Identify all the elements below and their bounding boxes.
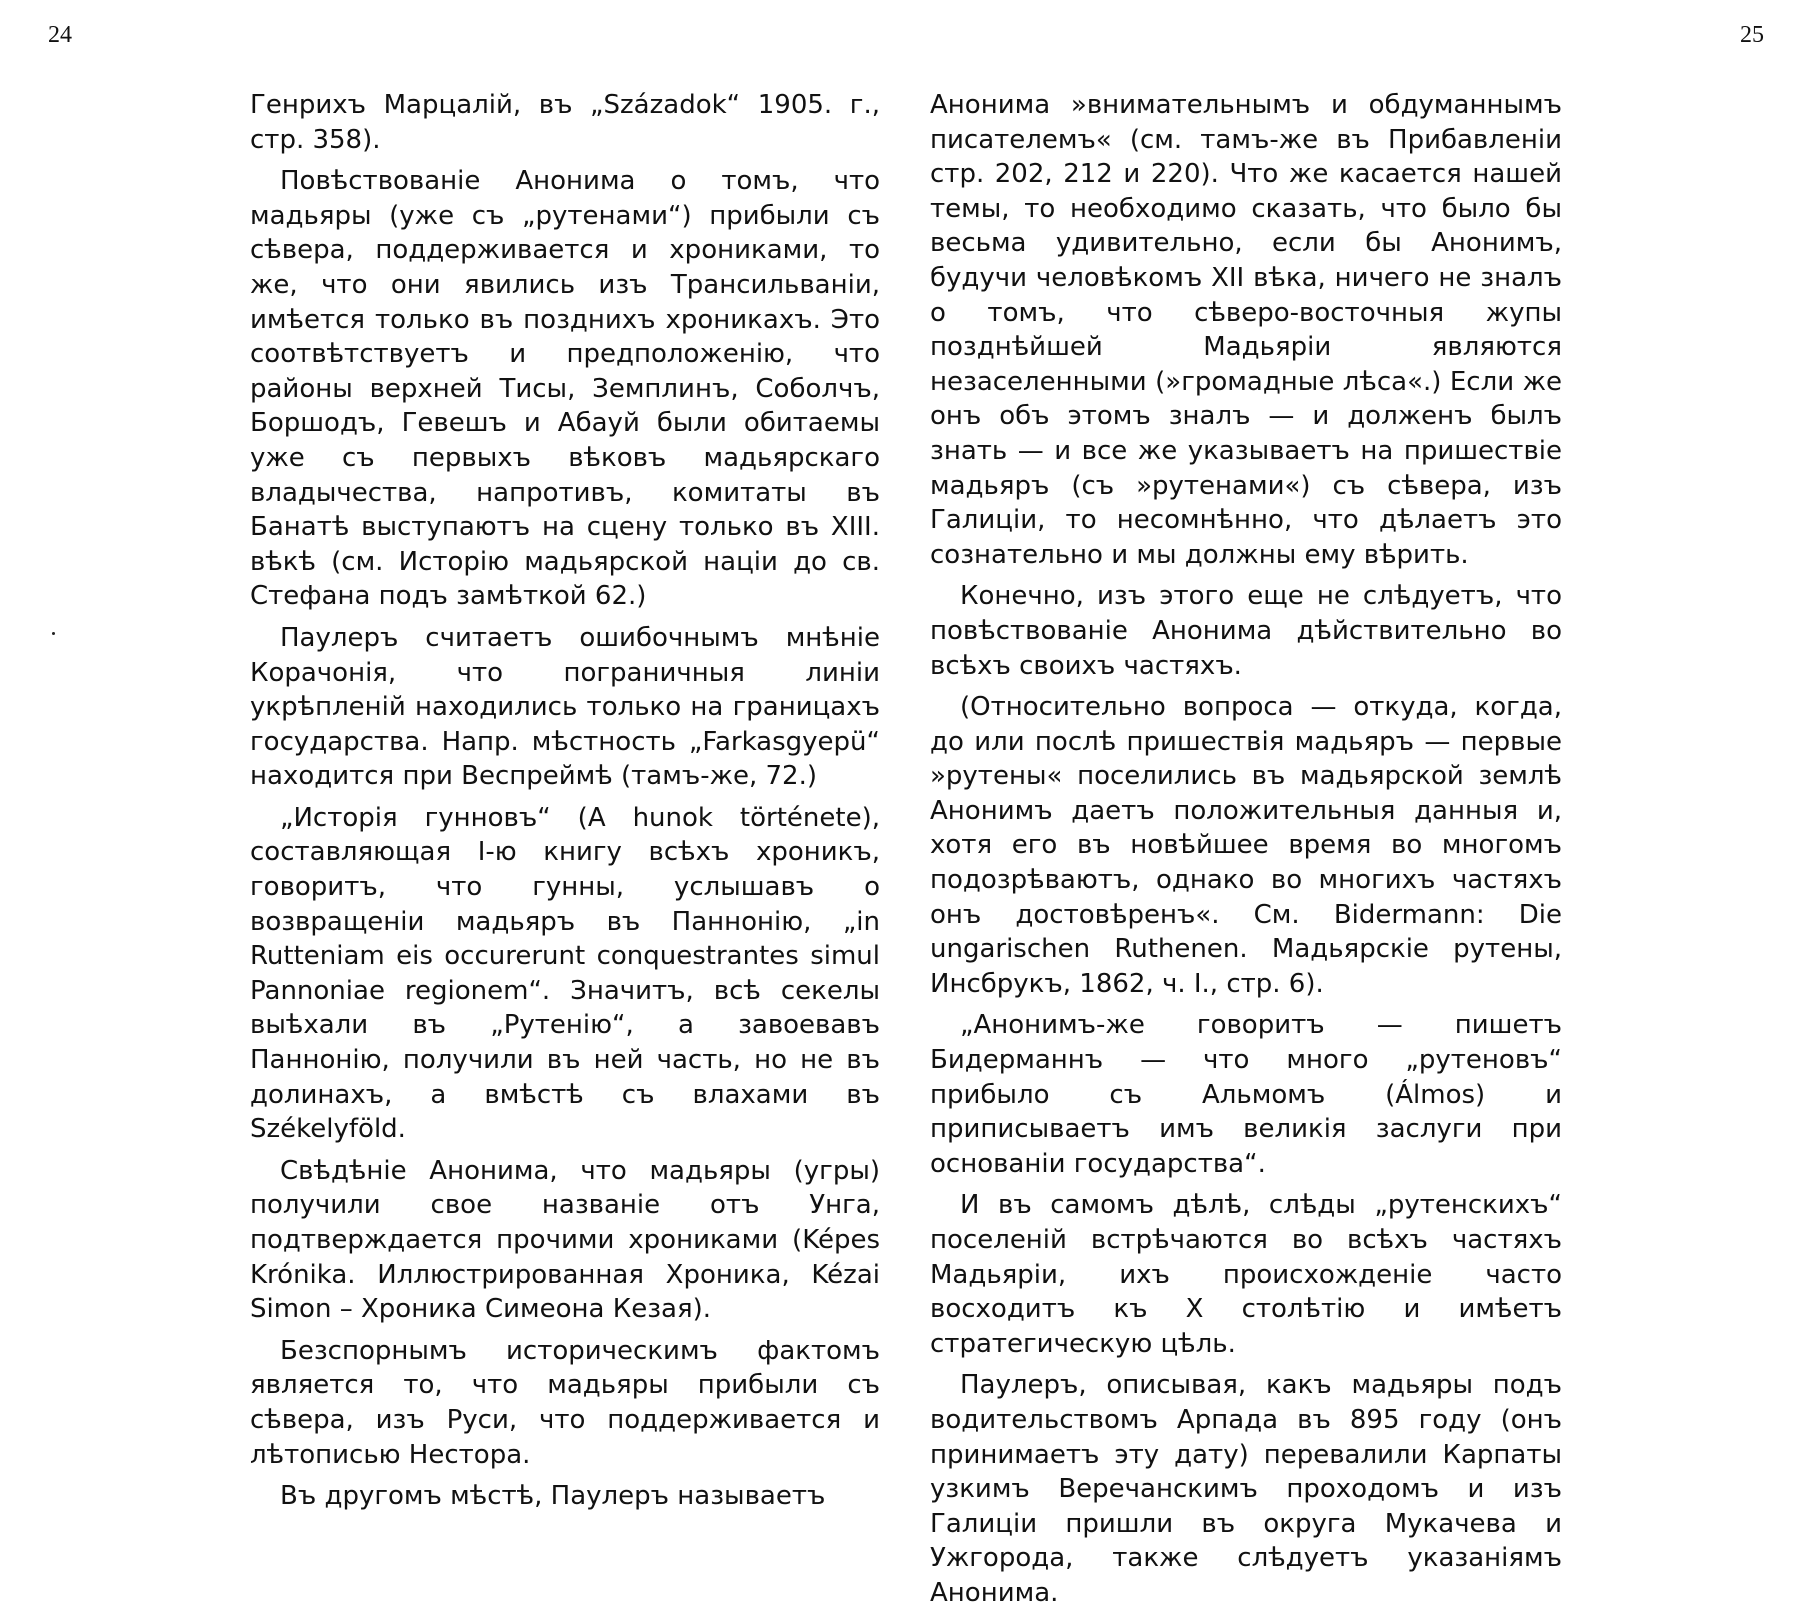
- paragraph: Паулеръ, описывая, какъ мадьяры подъ водительствомъ Арпада въ 895 году (онъ принимаетъ эту дату) перевалили Карпаты узкимъ Веречанскимъ проходомъ и изъ Галиціи пришли въ округа Мукачева и Ужгорода, также слѣдуетъ указаніямъ Анонима.: [930, 1370, 1562, 1608]
- paragraph: (Относительно вопроса — откуда, когда, до или послѣ пришествія мадьяръ — первые »рутены« поселились въ мадьярской землѣ Анонимъ даетъ положительныя данныя и, хотя его въ новѣйшее время во многомъ подозрѣваютъ, однако во многихъ частяхъ онъ достовѣренъ«. См. Bidermann: Die ungarischen Ruthenen. Мадьярскіе рутены, Инсбрукъ, 1862, ч. I., стр. 6).: [930, 692, 1562, 999]
- scan-speck: [52, 632, 55, 635]
- left-column: [250, 88, 880, 1521]
- paragraph: И въ самомъ дѣлѣ, слѣды „рутенскихъ“ поселеній встрѣчаются во всѣхъ частяхъ Мадьяріи, ихъ происхожденіе часто восходитъ къ X столѣтію и имѣетъ стратегическую цѣль.: [930, 1190, 1562, 1359]
- paragraph: Повѣствованіе Анонима о томъ, что мадьяры (уже съ „рутенами“) прибыли съ сѣвера, поддерживается и хрониками, то же, что они явились изъ Трансильваніи, имѣется только въ позднихъ хроникахъ. Это соотвѣтствуетъ и предположенію, что районы верхней Тисы, Земплинъ, Соболчъ, Боршодъ, Гевешъ и Абауй были обитаемы уже съ первыхъ вѣковъ мадьярскаго владычества, напротивъ, комитаты въ Банатѣ выступаютъ на сцену только въ XIII. вѣкѣ (см. Исторію мадьярской націи до св. Стефана подъ замѣткой 62.): [250, 166, 880, 612]
- page-number-right: 25: [1740, 22, 1764, 48]
- paragraph: Въ другомъ мѣстѣ, Паулеръ называетъ: [280, 1481, 826, 1512]
- paragraph: Генрихъ Марцалій, въ „Századok“ 1905. г., стр. 358).: [250, 90, 880, 155]
- paragraph: Анонима »внимательнымъ и обдуманнымъ писателемъ« (см. тамъ-же въ Прибавленіи стр. 202, 212 и 220). Что же касается нашей темы, то необходимо сказать, что было бы весьма удивительно, если бы Анонимъ, будучи человѣкомъ XII вѣка, ничего не зналъ о томъ, что сѣверо-восточныя жупы позднѣйшей Мадьяріи являются незаселенными (»громадные лѣса«.) Если же онъ объ этомъ зналъ — и долженъ былъ знать — и все же указываетъ на пришествіе мадьяръ (съ »рутенами«) съ сѣвера, изъ Галиціи, то несомнѣнно, что дѣлаетъ это сознательно и мы должны ему вѣрить.: [930, 90, 1562, 570]
- paragraph: Паулеръ считаетъ ошибочнымъ мнѣніе Корачонія, что пограничныя линіи укрѣпленій находились только на границахъ государства. Напр. мѣстность „Farkasgyepü“ находится при Веспреймѣ (тамъ-же, 72.): [250, 622, 880, 792]
- right-column: [930, 88, 1562, 1618]
- paragraph: Конечно, изъ этого еще не слѣдуетъ, что повѣствованіе Анонима дѣйствительно во всѣхъ своихъ частяхъ.: [930, 581, 1562, 681]
- paragraph: „Анонимъ-же говоритъ — пишетъ Бидерманнъ — что много „рутеновъ“ прибыло съ Альмомъ (Álmos) и приписываетъ имъ великія заслуги при основаніи государства“.: [930, 1010, 1562, 1179]
- paragraph: Свѣдѣніе Анонима, что мадьяры (угры) получили свое названіе отъ Унга, подтверждается прочими хрониками (Képes Krónika. Иллюстрированная Хроника, Kézai Simon – Хроника Симеона Кезая).: [250, 1155, 880, 1325]
- paragraph: „Исторія гунновъ“ (A hunok története), составляющая I-ю книгу всѣхъ хроникъ, говоритъ, что гунны, услышавъ о возвращеніи мадьяръ въ Паннонію, „in Rutteniam eis occurerunt conquestrantes simul Pannoniae regionem“. Значитъ, всѣ секелы выѣхали въ „Рутенію“, а завоевавъ Паннонію, получили въ ней часть, но не въ долинахъ, а вмѣстѣ съ влахами въ Székelyföld.: [250, 802, 880, 1145]
- page-number-left: 24: [48, 22, 72, 48]
- paragraph: Безспорнымъ историческимъ фактомъ является то, что мадьяры прибыли съ сѣвера, изъ Руси, что поддерживается и лѣтописью Нестора.: [250, 1335, 880, 1470]
